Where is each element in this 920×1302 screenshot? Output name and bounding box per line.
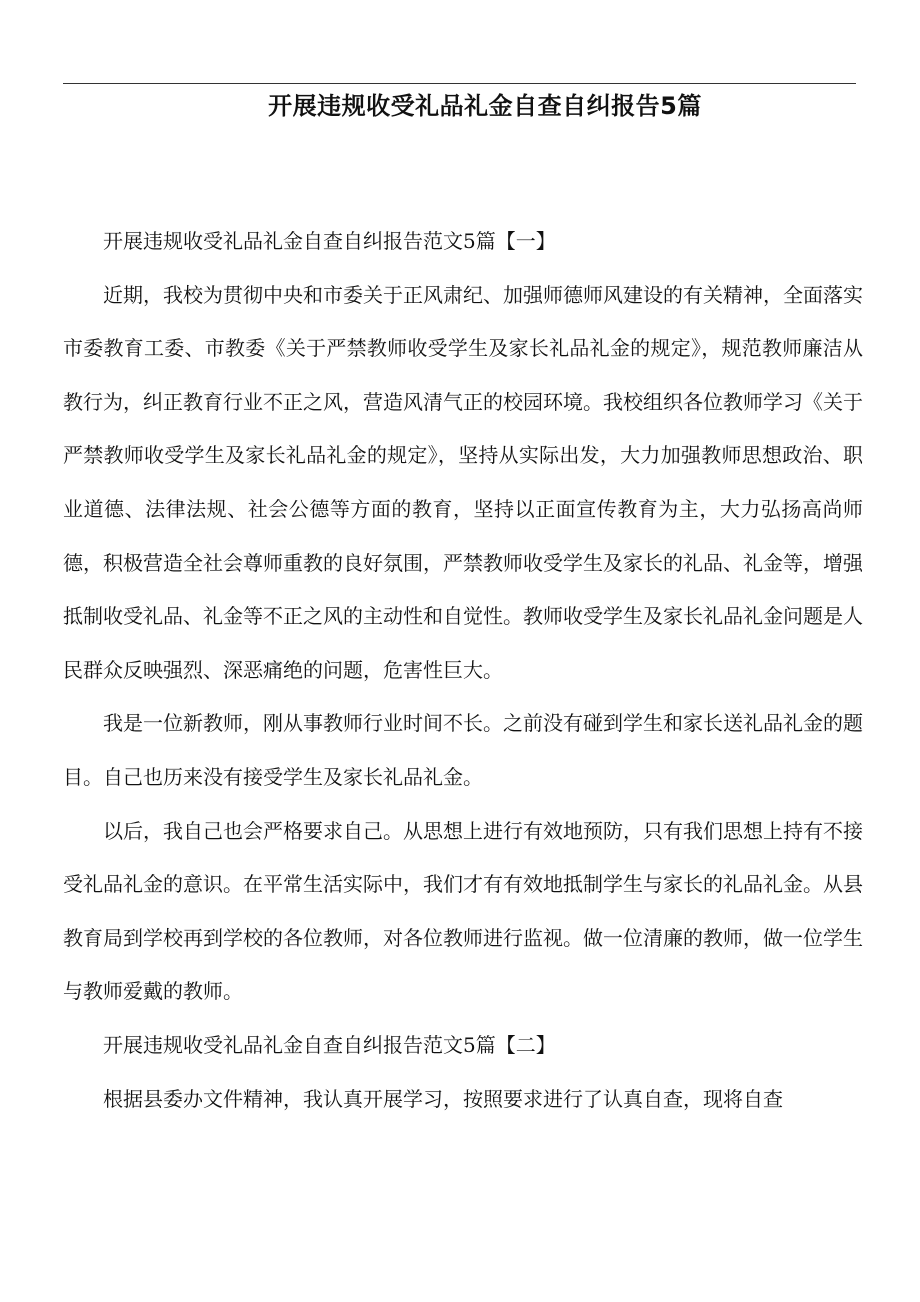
document-title: 开展违规收受礼品礼金自查自纠报告5篇 bbox=[268, 92, 702, 120]
section-heading-1: 开展违规收受礼品礼金自查自纠报告范文5篇【一】 bbox=[103, 229, 556, 253]
header-rule bbox=[63, 83, 856, 84]
body-paragraph: 根据县委办文件精神，我认真开展学习，按照要求进行了认真自查，现将自查 bbox=[103, 1086, 783, 1111]
body-paragraph: 近期，我校为贯彻中央和市委关于正风肃纪、加强师德师风建设的有关精神，全面落实市委教育工委、市教委《关于严禁教师收受学生及家长礼品礼金的规定》，规范教师廉洁从教行为，纠正教育行业不正之风，营造风清气正的校园环境。我校组织各位教师学习《关于严禁教师收受学生及家长礼品礼金的规定》，坚持从实际出发，大力加强教师思想政治、职业道德、法律法规、社会公德等方面的教育，坚持以正面宣传教育为主，大力弘扬高尚师德，积极营造全社会尊师重教的良好氛围，严禁教师收受学生及家长的礼品、礼金等，增强抵制收受礼品、礼金等不正之风的主动性和自觉性。教师收受学生及家长礼品礼金问题是人民群众反映强烈、深恶痛绝的问题，危害性巨大。 bbox=[63, 282, 863, 682]
body-paragraph: 我是一位新教师，刚从事教师行业时间不长。之前没有碰到学生和家长送礼品礼金的题目。自己也历来没有接受学生及家长礼品礼金。 bbox=[63, 711, 863, 789]
document-body bbox=[63, 215, 863, 1126]
body-paragraph: 以后，我自己也会严格要求自己。从思想上进行有效地预防，只有我们思想上持有不接受礼品礼金的意识。在平常生活实际中，我们才有有效地抵制学生与家长的礼品礼金。从县教育局到学校再到学校的各位教师，对各位教师进行监视。做一位清廉的教师，做一位学生与教师爱戴的教师。 bbox=[63, 818, 863, 1004]
section-heading-2: 开展违规收受礼品礼金自查自纠报告范文5篇【二】 bbox=[103, 1032, 556, 1057]
